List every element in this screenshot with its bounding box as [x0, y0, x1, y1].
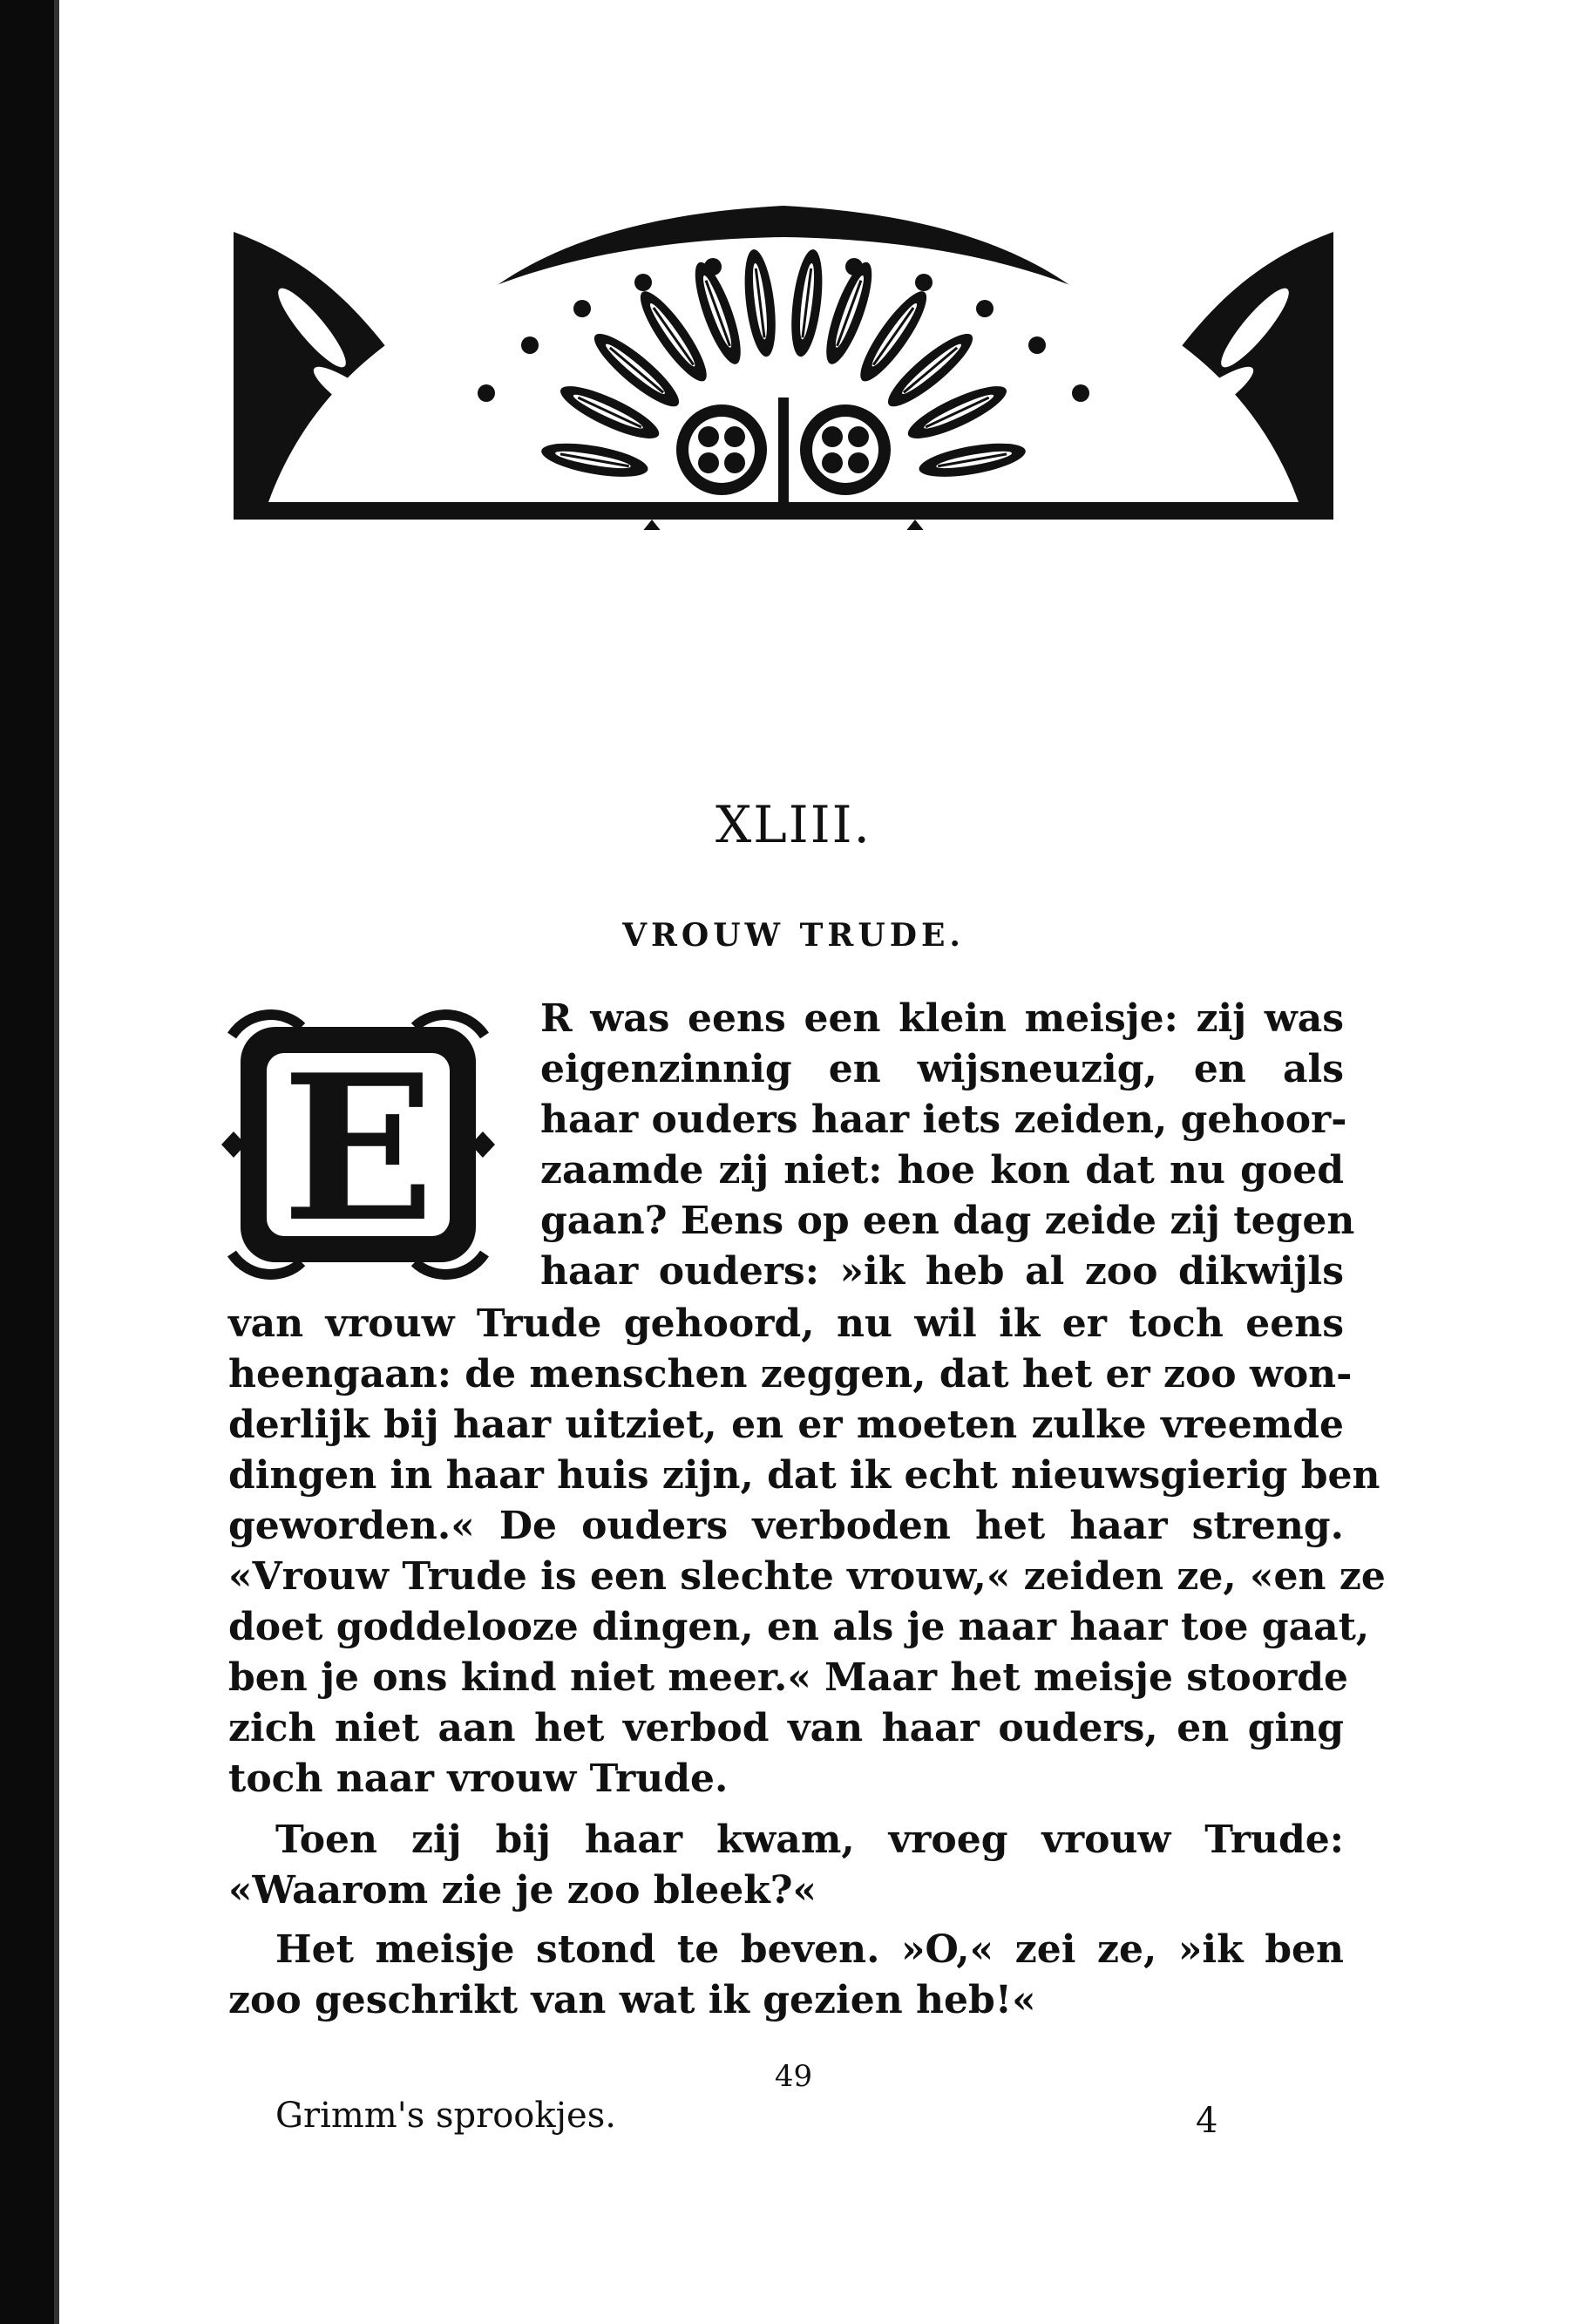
text-line: doet goddelooze dingen, en als je naar haar toe gaat, [228, 1605, 1370, 1649]
text-line: ben je ons kind niet meer.« Maar het meisje stoorde [228, 1655, 1349, 1700]
text-line: heengaan: de menschen zeggen, dat het er zoo won- [228, 1352, 1353, 1396]
book-spine-edge [54, 0, 59, 2324]
text-line: dingen in haar huis zijn, dat ik echt nieuwsgierig ben [228, 1453, 1380, 1498]
text-line: derlijk bij haar uitziet, en er moeten zulke vreemde [228, 1403, 1344, 1447]
text-line: zich niet aan het verbod van haar ouders, en ging [228, 1706, 1344, 1750]
ornamental-headpiece [234, 206, 1333, 530]
text-line: Toen zij bij haar kwam, vroeg vrouw Trude: [275, 1818, 1344, 1862]
text-line: zoo geschrikt van wat ik gezien heb!« [228, 1978, 1036, 2022]
text-line: zaamde zij niet: hoe kon dat nu goed [540, 1148, 1344, 1193]
text-line: haar ouders haar iets zeiden, gehoor- [540, 1097, 1347, 1142]
text-line: gaan? Eens op een dag zeide zij tegen [540, 1199, 1355, 1243]
text-line: van vrouw Trude gehoord, nu wil ik er toch eens [228, 1301, 1344, 1346]
text-line: Het meisje stond te beven. »O,« zei ze, »ik ben [275, 1927, 1344, 1972]
book-spine-shadow [0, 0, 54, 2324]
chapter-title: VROUW TRUDE. [622, 917, 965, 954]
signature-mark: 4 [1196, 2101, 1218, 2141]
page-number: 49 [774, 2059, 813, 2094]
text-line: geworden.« De ouders verboden het haar streng. [228, 1504, 1344, 1548]
text-line: toch naar vrouw Trude. [228, 1757, 729, 1801]
decorated-initial-e [214, 1001, 502, 1288]
text-line: eigenzinnig en wijsneuzig, en als [540, 1047, 1344, 1091]
footer-book-title: Grimm's sprookjes. [275, 2096, 616, 2136]
text-line: «Vrouw Trude is een slechte vrouw,« zeiden ze, «en ze [228, 1554, 1386, 1599]
text-line: haar ouders: »ik heb al zoo dikwijls [540, 1249, 1344, 1294]
initial-letter: E [281, 1031, 435, 1267]
chapter-number: XLIII. [716, 795, 871, 854]
text-line: R was eens een klein meisje: zij was [540, 996, 1344, 1041]
text-line: «Waarom zie je zoo bleek?« [228, 1868, 817, 1913]
